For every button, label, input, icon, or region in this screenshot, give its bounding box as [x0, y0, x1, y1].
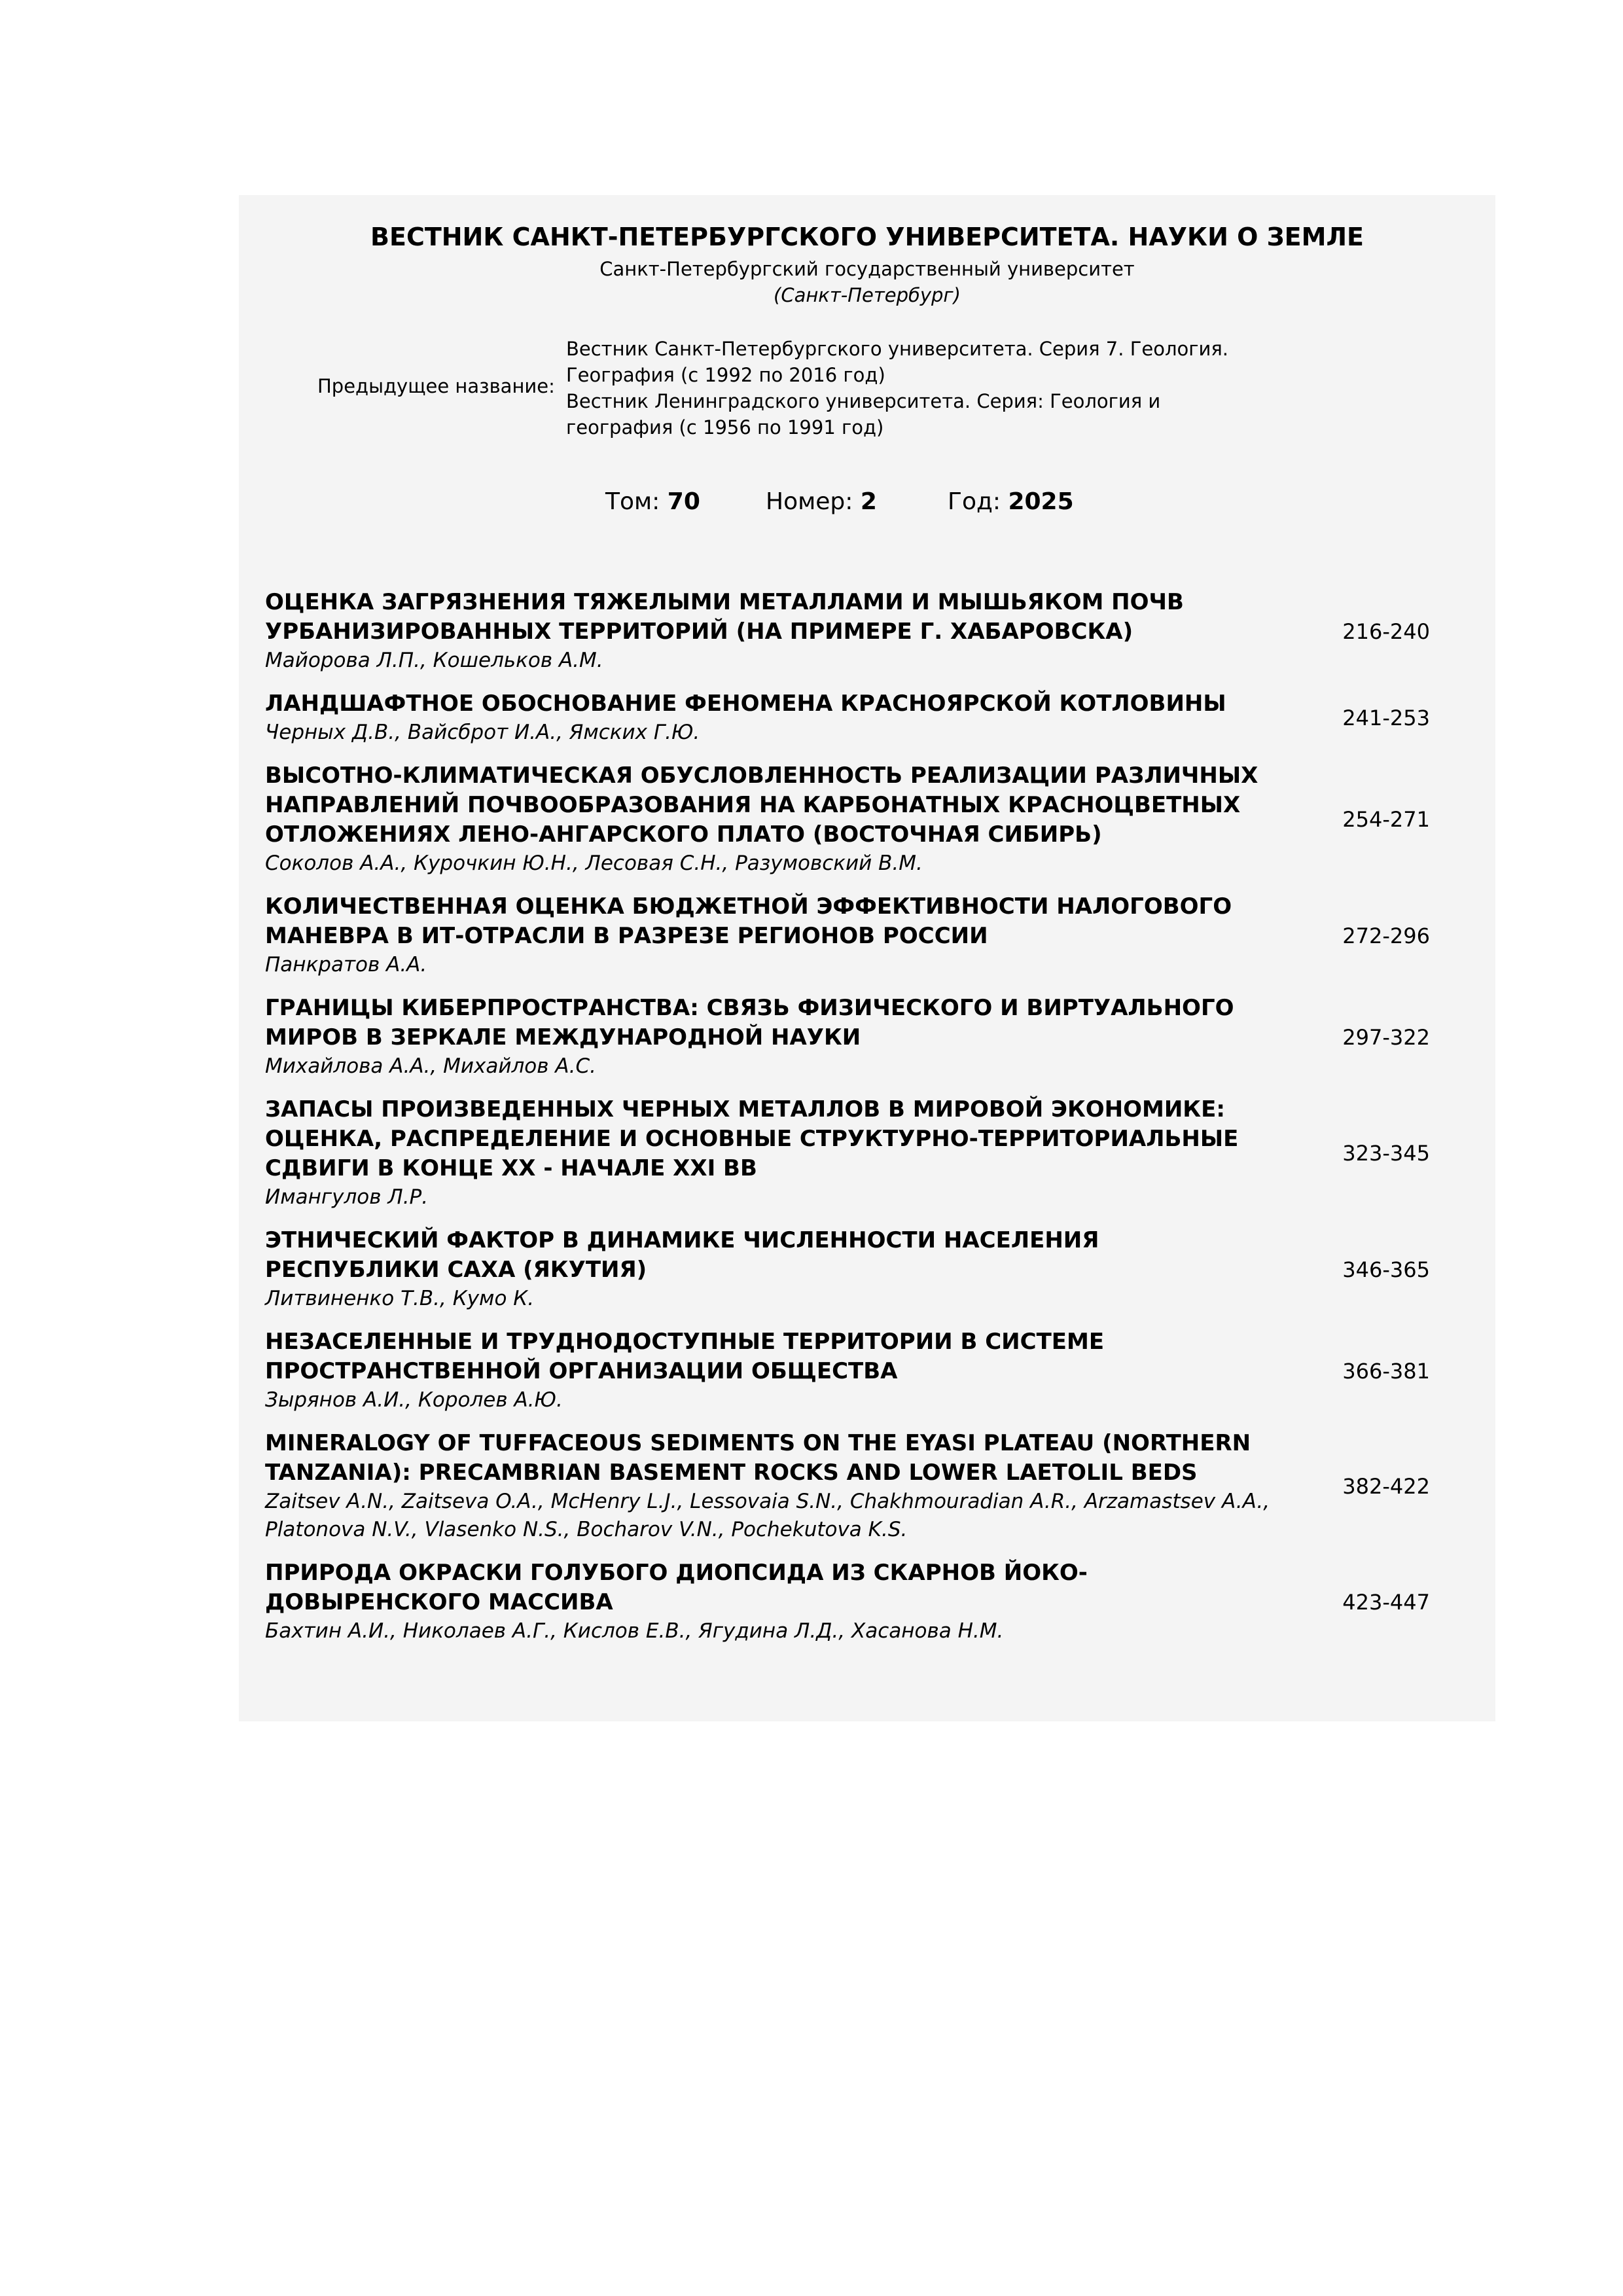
article-title[interactable]: MINERALOGY OF TUFFACEOUS SEDIMENTS ON THE EYASI PLATEAU (NORTHERN TANZANIA): PRECAMBRIAN BASEMENT ROCKS AND LOWER LAETOLIL BEDS — [265, 1430, 1251, 1486]
previous-names — [566, 336, 1273, 440]
article-row — [265, 1429, 1469, 1544]
article-authors: Черных Д.В., Вайсброт И.А., Ямских Г.Ю. — [265, 721, 700, 744]
article-authors: Панкратов А.А. — [265, 953, 427, 977]
article-row — [265, 892, 1469, 979]
article-row — [265, 1095, 1469, 1211]
article-pages: 366-381 — [1342, 1358, 1430, 1384]
article-row — [265, 1226, 1469, 1313]
volume-value: 70 — [667, 488, 700, 515]
publisher-name: Санкт-Петербургский государственный университет — [599, 258, 1135, 280]
article-title[interactable]: ЭТНИЧЕСКИЙ ФАКТОР В ДИНАМИКЕ ЧИСЛЕННОСТИ НАСЕЛЕНИЯ РЕСПУБЛИКИ САХА (ЯКУТИЯ) — [265, 1227, 1099, 1283]
number-label: Номер: — [766, 488, 853, 515]
article-pages: 254-271 — [1342, 807, 1430, 832]
issue-year — [948, 488, 1074, 515]
article-pages: 216-240 — [1342, 619, 1430, 644]
year-value: 2025 — [1008, 488, 1074, 515]
article-list — [265, 588, 1469, 1660]
article-title[interactable]: ГРАНИЦЫ КИБЕРПРОСТРАНСТВА: СВЯЗЬ ФИЗИЧЕСКОГО И ВИРТУАЛЬНОГО МИРОВ В ЗЕРКАЛЕ МЕЖДУНАРОДНОЙ НАУКИ — [265, 995, 1234, 1050]
issue-volume — [605, 488, 700, 515]
article-title[interactable]: КОЛИЧЕСТВЕННАЯ ОЦЕНКА БЮДЖЕТНОЙ ЭФФЕКТИВНОСТИ НАЛОГОВОГО МАНЕВРА В ИТ-ОТРАСЛИ В РАЗРЕЗЕ РЕГИОНОВ РОССИИ — [265, 893, 1232, 949]
article-title[interactable]: ВЫСОТНО-КЛИМАТИЧЕСКАЯ ОБУСЛОВЛЕННОСТЬ РЕАЛИЗАЦИИ РАЗЛИЧНЫХ НАПРАВЛЕНИЙ ПОЧВООБРАЗОВАНИЯ НА КАРБОНАТНЫХ КРАСНОЦВЕТНЫХ ОТЛОЖЕНИЯХ ЛЕНО-АНГАРСКОГО ПЛАТО (ВОСТОЧНАЯ СИБИРЬ) — [265, 762, 1258, 848]
previous-name-2: Вестник Ленинградского университета. Серия: Геология и география (с 1956 по 1991 год) — [566, 390, 1161, 439]
article-pages: 382-422 — [1342, 1474, 1430, 1499]
article-authors: Имангулов Л.Р. — [265, 1185, 429, 1209]
article-authors: Зырянов А.И., Королев А.Ю. — [265, 1388, 563, 1412]
article-authors: Zaitsev A.N., Zaitseva O.A., McHenry L.J., Lessovaia S.N., Chakhmouradian A.R., Arzamastsev A.A., Platonova N.V., Vlasenko N.S., Bocharov V.N., Pochekutova K.S. — [265, 1490, 1270, 1541]
previous-name-label: Предыдущее название: — [317, 375, 555, 397]
article-pages: 346-365 — [1342, 1257, 1430, 1282]
article-authors: Бахтин А.И., Николаев А.Г., Кислов Е.В., Ягудина Л.Д., Хасанова Н.М. — [265, 1619, 1004, 1643]
article-pages: 241-253 — [1342, 706, 1430, 730]
article-pages: 323-345 — [1342, 1141, 1430, 1166]
article-row — [265, 588, 1469, 675]
article-title[interactable]: НЕЗАСЕЛЕННЫЕ И ТРУДНОДОСТУПНЫЕ ТЕРРИТОРИИ В СИСТЕМЕ ПРОСТРАНСТВЕННОЙ ОРГАНИЗАЦИИ ОБЩЕСТВА — [265, 1329, 1105, 1384]
article-title[interactable]: ПРИРОДА ОКРАСКИ ГОЛУБОГО ДИОПСИДА ИЗ СКАРНОВ ЙОКО-ДОВЫРЕНСКОГО МАССИВА — [265, 1560, 1088, 1615]
article-authors: Литвиненко Т.В., Кумо К. — [265, 1287, 535, 1310]
article-authors: Михайлова А.А., Михайлов А.С. — [265, 1054, 596, 1078]
article-row — [265, 761, 1469, 878]
article-pages: 272-296 — [1342, 923, 1430, 948]
article-authors: Соколов А.А., Курочкин Ю.Н., Лесовая С.Н., Разумовский В.М. — [265, 852, 923, 875]
year-label: Год: — [948, 488, 1001, 515]
previous-name-1: Вестник Санкт-Петербургского университета. Серия 7. Геология. География (с 1992 по 2016 год) — [566, 338, 1228, 386]
journal-title[interactable]: ВЕСТНИК САНКТ-ПЕТЕРБУРГСКОГО УНИВЕРСИТЕТА. НАУКИ О ЗЕМЛЕ — [370, 223, 1364, 251]
publisher-city: (Санкт-Петербург) — [774, 284, 961, 306]
number-value: 2 — [860, 488, 877, 515]
article-pages: 297-322 — [1342, 1024, 1430, 1050]
issue-number — [766, 488, 877, 515]
journal-issue-panel — [239, 195, 1495, 1721]
article-row — [265, 994, 1469, 1081]
volume-label: Том: — [605, 488, 660, 515]
article-pages: 423-447 — [1342, 1589, 1430, 1615]
article-title[interactable]: ЛАНДШАФТНОЕ ОБОСНОВАНИЕ ФЕНОМЕНА КРАСНОЯРСКОЙ КОТЛОВИНЫ — [265, 691, 1226, 717]
article-title[interactable]: ЗАПАСЫ ПРОИЗВЕДЕННЫХ ЧЕРНЫХ МЕТАЛЛОВ В МИРОВОЙ ЭКОНОМИКЕ: ОЦЕНКА, РАСПРЕДЕЛЕНИЕ И ОСНОВНЫЕ СТРУКТУРНО-ТЕРРИТОРИАЛЬНЫЕ СДВИГИ В КОНЦЕ XX - НАЧАЛЕ XXI ВВ — [265, 1096, 1239, 1181]
article-row — [265, 1558, 1469, 1645]
article-authors: Майорова Л.П., Кошельков А.М. — [265, 649, 603, 672]
article-title[interactable]: ОЦЕНКА ЗАГРЯЗНЕНИЯ ТЯЖЕЛЫМИ МЕТАЛЛАМИ И МЫШЬЯКОМ ПОЧВ УРБАНИЗИРОВАННЫХ ТЕРРИТОРИЙ (НА ПРИМЕРЕ Г. ХАБАРОВСКА) — [265, 589, 1184, 645]
article-row — [265, 689, 1469, 747]
article-row — [265, 1327, 1469, 1414]
